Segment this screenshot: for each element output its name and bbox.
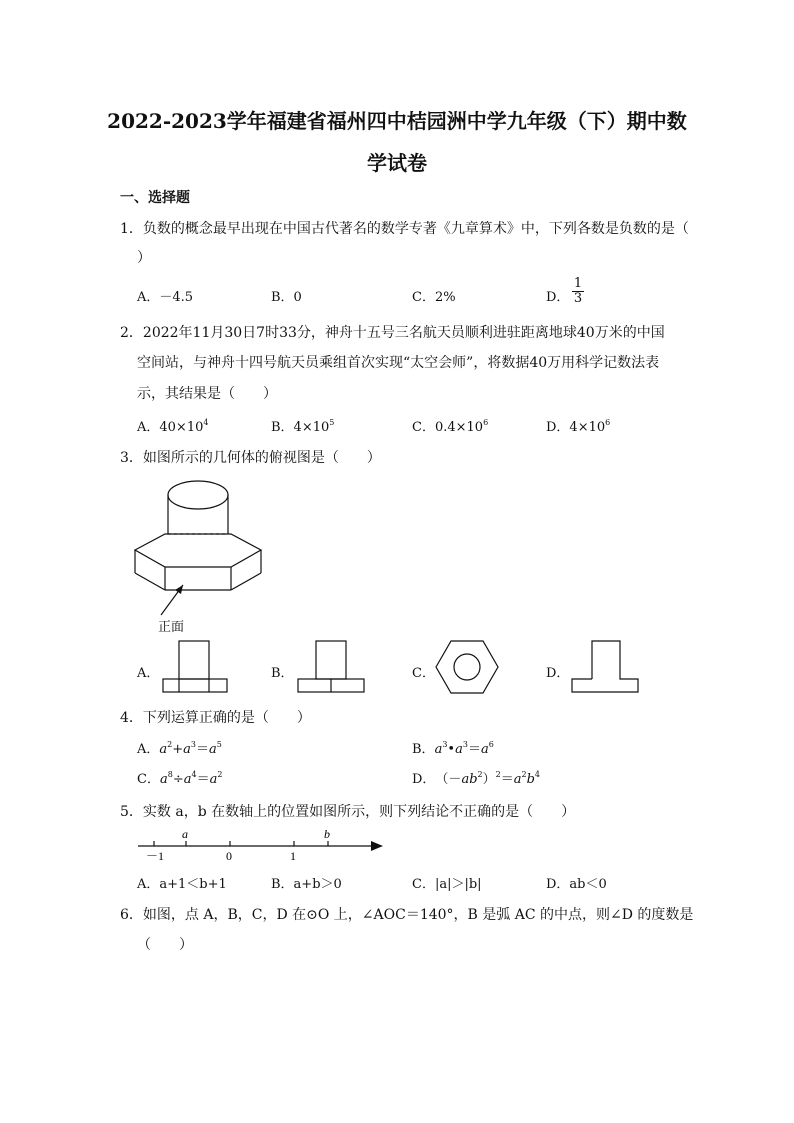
question-5-option-c[interactable]: C．|a|＞|b| <box>412 877 482 892</box>
number-line-tick-1: 1 <box>290 849 296 863</box>
option-d-figure <box>572 640 638 694</box>
question-4-option-c[interactable]: C．$a^8\div a^4=a^2$ <box>137 770 223 787</box>
page-title: 2022-2023学年福建省福州四中桔园洲中学九年级（下）期中数 <box>107 109 687 133</box>
question-2-option-d[interactable]: D．$4\times 10^6$ <box>546 418 611 435</box>
fraction-numerator: 1 <box>573 276 583 291</box>
option-c-figure <box>435 640 499 694</box>
question-2-text-continued-2: 示，其结果是（ ） <box>137 386 277 402</box>
question-2-option-b[interactable]: B．$4\times 10^5$ <box>271 418 335 435</box>
question-1-option-c[interactable]: C．2% <box>412 290 456 305</box>
question-5-text: 5．实数 a，b 在数轴上的位置如图所示，则下列结论不正确的是（ ） <box>120 804 576 820</box>
section-heading: 一、选择题 <box>120 190 190 206</box>
option-a-figure <box>163 640 227 694</box>
question-2-option-c[interactable]: C．$0.4\times 10^6$ <box>412 418 489 435</box>
question-3-option-b[interactable]: B． <box>271 666 294 681</box>
question-1-text: 1．负数的概念最早出现在中国古代著名的数学专著《九章算术》中，下列各数是负数的是（ <box>120 221 689 237</box>
question-3-text: 3．如图所示的几何体的俯视图是（ ） <box>120 450 381 466</box>
question-1-text-continued: ） <box>137 250 151 266</box>
question-5-option-a[interactable]: A．a+1＜b+1 <box>137 877 227 892</box>
question-2-text-continued: 空间站，与神舟十四号航天员乘组首次实现“太空会师”，将数据40万用科学记数法表 <box>137 355 660 371</box>
question-3-option-d[interactable]: D． <box>546 666 570 681</box>
question-4-option-b[interactable]: B．$a^3•a^3=a^6$ <box>412 740 494 757</box>
question-1-option-a[interactable]: A．－4.5 <box>137 290 194 305</box>
question-5-option-d[interactable]: D．ab＜0 <box>546 877 607 892</box>
question-3-solid-figure <box>135 475 285 635</box>
page-title-continued: 学试卷 <box>367 151 427 175</box>
number-line-label-b: b <box>324 827 330 841</box>
option-b-figure <box>298 640 364 694</box>
question-2-text: 2．2022年11月30日7时33分，神舟十五号三名航天员顺利进驻距离地球40万米的中国 <box>120 325 665 341</box>
question-2-option-a[interactable]: A．$40\times 10^4$ <box>137 418 209 435</box>
question-6-text-continued: （ ） <box>137 937 193 953</box>
question-3-option-c[interactable]: C． <box>412 666 435 681</box>
question-3-option-a[interactable]: A． <box>137 666 160 681</box>
number-line-tick-neg1: －1 <box>146 849 165 863</box>
number-line-tick-0: 0 <box>226 849 232 863</box>
question-1-fraction <box>572 277 584 306</box>
fraction-denominator: 3 <box>573 291 583 306</box>
question-4-option-d[interactable]: D． $(-ab^2)^2=a^2b^4$ <box>412 770 541 787</box>
question-1-option-b[interactable]: B．0 <box>271 290 302 305</box>
front-view-label: 正面 <box>158 620 185 635</box>
number-line <box>138 826 388 866</box>
number-line-label-a: a <box>182 827 188 841</box>
question-5-option-b[interactable]: B．a+b＞0 <box>271 877 342 892</box>
question-4-option-a[interactable]: A．$a^2+a^3=a^5$ <box>137 740 222 757</box>
question-6-text: 6．如图，点 A，B，C，D 在⊙O 上，∠AOC＝140°，B 是弧 AC 的中点，则∠D 的度数是 <box>120 907 694 923</box>
question-1-option-d[interactable]: D． <box>546 290 570 305</box>
question-4-text: 4．下列运算正确的是（ ） <box>120 710 311 726</box>
